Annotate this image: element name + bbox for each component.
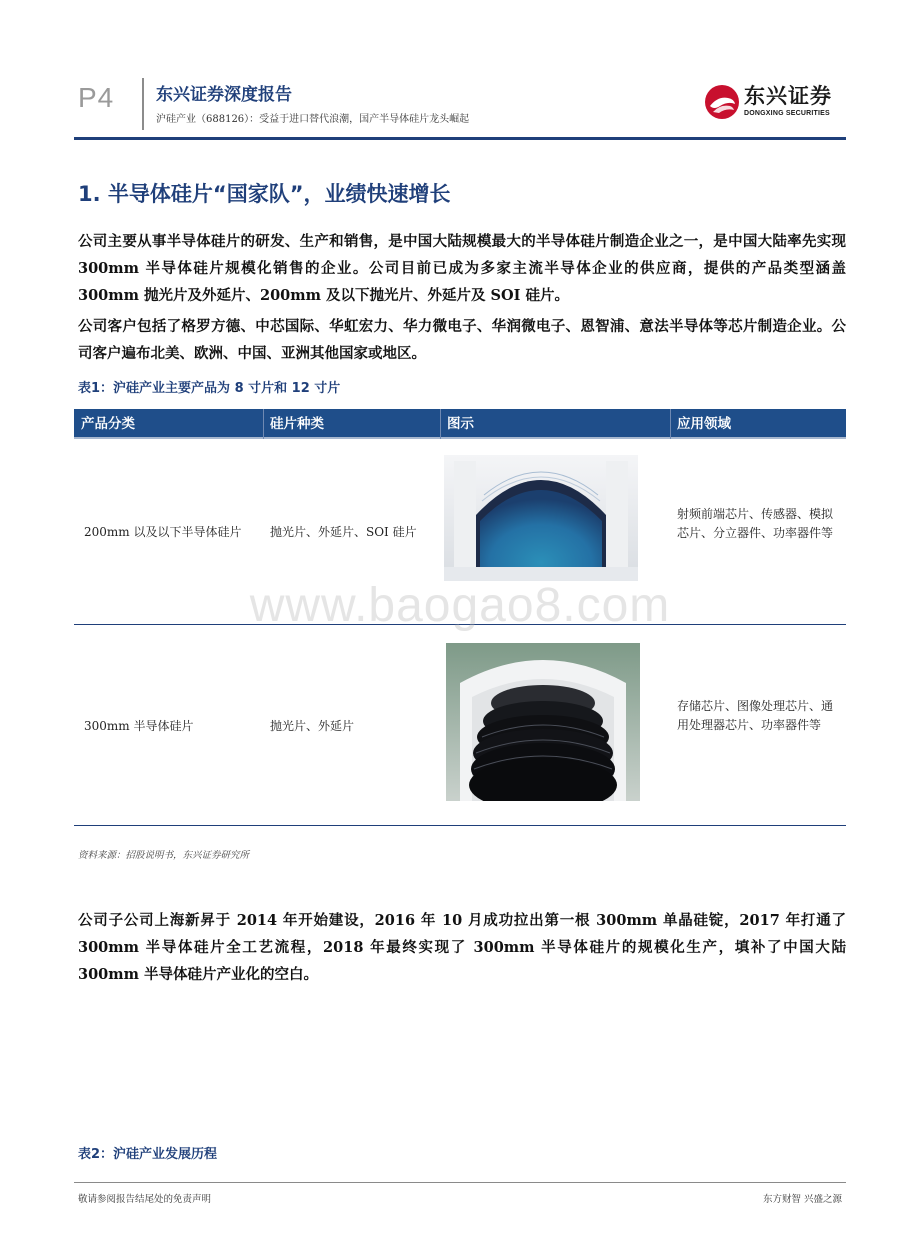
logo-mark-icon bbox=[704, 84, 740, 120]
page-header bbox=[74, 72, 846, 140]
header-divider bbox=[142, 78, 144, 130]
report-title: 东兴证券深度报告 bbox=[156, 85, 292, 105]
table-header-row bbox=[74, 409, 846, 439]
column-header-image: 图示 bbox=[447, 416, 474, 432]
column-header-application: 应用领域 bbox=[677, 416, 731, 432]
footer-disclaimer: 敬请参阅报告结尾处的免责声明 bbox=[78, 1194, 212, 1205]
watermark: www.baogao8.com bbox=[249, 579, 671, 632]
paragraph-company-business: 公司主要从事半导体硅片的研发、生产和销售，是中国大陆规模最大的半导体硅片制造企业之一，是中国大陆率先实现 300mm 半导体硅片规模化销售的企业。公司目前已成为多家主流半导体企业的供应商，提供的产品类型涵盖 300mm 抛光片及外延片、200mm 及以下抛光片、外延片及 SOI 硅片。 bbox=[78, 233, 846, 304]
column-header-type: 硅片种类 bbox=[270, 416, 324, 432]
table-row bbox=[74, 625, 846, 826]
column-header-category: 产品分类 bbox=[81, 416, 135, 432]
paragraph-subsidiary-history: 公司子公司上海新昇于 2014 年开始建设，2016 年 10 月成功拉出第一根 300mm 单晶硅锭，2017 年打通了 300mm 半导体硅片全工艺流程，2018 年最终实现了 300mm 半导体硅片的规模化生产，填补了中国大陆 300mm 半导体硅片产业化的空白。 bbox=[78, 912, 846, 983]
footer-slogan: 东方财智 兴盛之源 bbox=[762, 1194, 842, 1205]
page-number: P4 bbox=[78, 82, 115, 113]
section-title: 1. 半导体硅片“国家队”，业绩快速增长 bbox=[78, 182, 451, 206]
table-source-note: 资料来源：招股说明书，东兴证券研究所 bbox=[78, 850, 250, 861]
logo-text-en: DONGXING SECURITIES bbox=[744, 110, 830, 117]
company-logo bbox=[704, 78, 844, 128]
table2-caption: 表2：沪硅产业发展历程 bbox=[78, 1147, 218, 1162]
wafer-300mm-image bbox=[446, 643, 640, 801]
cell-type: 抛光片、外延片、SOI 硅片 bbox=[270, 525, 417, 539]
cell-category: 300mm 半导体硅片 bbox=[84, 719, 194, 733]
header-rule bbox=[74, 137, 846, 140]
footer-rule bbox=[74, 1182, 846, 1183]
wafer-200mm-image bbox=[444, 455, 638, 581]
cell-type: 抛光片、外延片 bbox=[270, 719, 355, 733]
cell-category: 200mm 以及以下半导体硅片 bbox=[84, 525, 242, 539]
table1-caption: 表1：沪硅产业主要产品为 8 寸片和 12 寸片 bbox=[78, 381, 341, 396]
cell-application: 存储芯片、图像处理芯片、通用处理器芯片、功率器件等 bbox=[677, 699, 834, 732]
paragraph-company-customers: 公司客户包括了格罗方德、中芯国际、华虹宏力、华力微电子、华润微电子、恩智浦、意法半导体等芯片制造企业。公司客户遍布北美、欧洲、中国、亚洲其他国家或地区。 bbox=[78, 318, 846, 362]
cell-application: 射频前端芯片、传感器、模拟芯片、分立器件、功率器件等 bbox=[677, 507, 834, 540]
report-subtitle: 沪硅产业（688126）：受益于进口替代浪潮，国产半导体硅片龙头崛起 bbox=[156, 114, 470, 125]
logo-text-cn: 东兴证券 bbox=[744, 84, 832, 108]
